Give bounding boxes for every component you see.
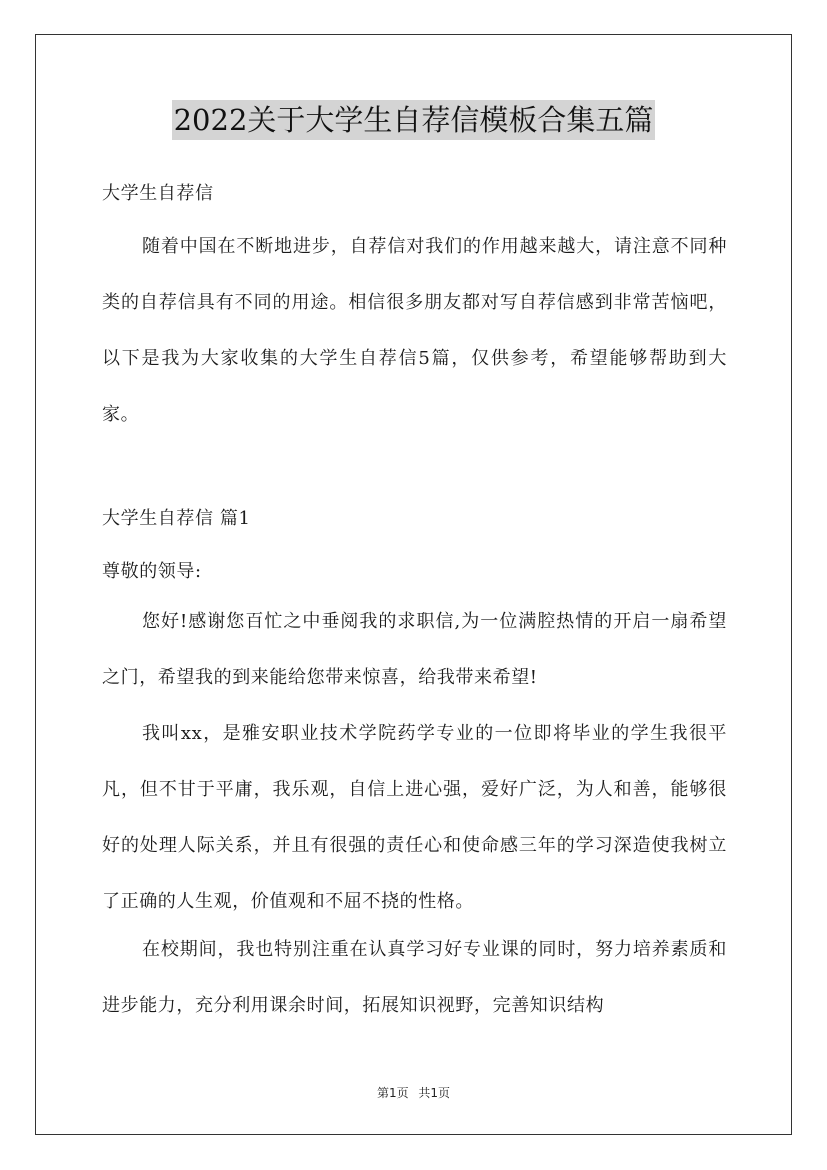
body-paragraph-3: 在校期间，我也特别注重在认真学习好专业课的同时，努力培养素质和进步能力，充分利用课余时间，拓展知识视野，完善知识结构 [102,939,727,1016]
page-total: 共1页 [418,1086,451,1100]
body-paragraph-1: 您好!感谢您百忙之中垂阅我的求职信,为一位满腔热情的开启一扇希望之门，希望我的到来能给您带来惊喜，给我带来希望! [102,611,727,688]
page-footer [0,1084,827,1101]
page-number: 第1页 [376,1086,409,1100]
document-title: 2022关于大学生自荐信模板合集五篇 [172,100,656,140]
title-wrap [0,100,827,140]
salutation: 尊敬的领导: [102,561,202,582]
body-paragraph-2: 我叫xx，是雅安职业技术学院药学专业的一位即将毕业的学生我很平凡，但不甘于平庸，我乐观，自信上进心强，爱好广泛，为人和善，能够很好的处理人际关系，并且有很强的责任心和使命感三年的学习深造使我树立了正确的人生观，价值观和不屈不挠的性格。 [102,723,727,912]
intro-paragraph: 随着中国在不断地进步，自荐信对我们的作用越来越大，请注意不同种类的自荐信具有不同的用途。相信很多朋友都对写自荐信感到非常苦恼吧，以下是我为大家收集的大学生自荐信5篇，仅供参考，希望能够帮助到大家。 [102,236,727,425]
intro-heading: 大学生自荐信 [102,183,214,204]
section1-heading: 大学生自荐信 篇1 [102,508,251,529]
